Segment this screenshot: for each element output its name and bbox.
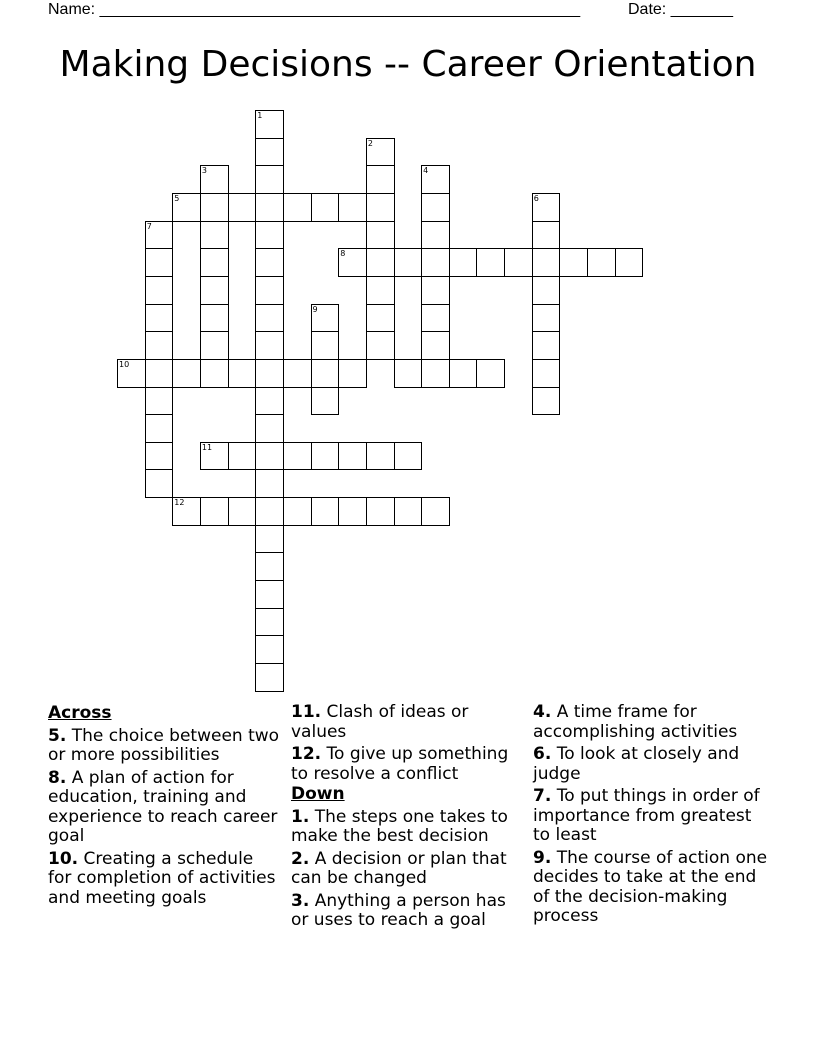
clue-text: The steps one takes to make the best decision <box>291 806 508 846</box>
clue-across-5 <box>48 727 280 766</box>
clue-across-11 <box>291 703 527 742</box>
crossword-cell[interactable] <box>421 165 450 194</box>
clue-down-2 <box>291 850 527 889</box>
crossword-cell[interactable] <box>228 497 257 526</box>
crossword-cell[interactable] <box>421 193 450 222</box>
crossword-cell[interactable] <box>532 387 561 416</box>
crossword-cell[interactable] <box>255 331 284 360</box>
crossword-cell[interactable] <box>255 663 284 692</box>
clue-number: 6. <box>533 744 552 764</box>
crossword-cell[interactable] <box>311 304 340 333</box>
crossword-cell[interactable] <box>587 248 616 277</box>
cell-number: 3 <box>201 166 207 176</box>
crossword-cell[interactable] <box>615 248 644 277</box>
crossword-cell[interactable] <box>366 248 395 277</box>
crossword-cell[interactable] <box>366 304 395 333</box>
clue-number: 5. <box>48 725 67 746</box>
crossword-cell[interactable] <box>532 248 561 277</box>
name-field[interactable]: Name: ______________________________________________________ <box>48 1 581 18</box>
crossword-cell[interactable] <box>532 221 561 250</box>
date-field[interactable]: Date: _______ <box>628 1 733 18</box>
crossword-cell[interactable] <box>255 580 284 609</box>
clue-text: The choice between two or more possibilities <box>48 725 280 765</box>
crossword-cell[interactable] <box>449 359 478 388</box>
crossword-cell[interactable] <box>255 525 284 554</box>
clue-text: The course of action one decides to take at the end of the decision-making process <box>533 847 768 926</box>
clues-column-1 <box>48 703 280 908</box>
crossword-cell[interactable] <box>255 497 284 526</box>
crossword-cell[interactable] <box>145 276 174 305</box>
crossword-cell[interactable] <box>200 442 229 471</box>
crossword-cell[interactable] <box>366 442 395 471</box>
crossword-cell[interactable] <box>366 193 395 222</box>
clue-text: A time frame for accomplishing activities <box>533 702 738 742</box>
cell-number: 12 <box>174 498 185 508</box>
clue-down-9 <box>533 849 773 927</box>
crossword-cell[interactable] <box>421 497 450 526</box>
crossword-cell[interactable] <box>172 359 201 388</box>
crossword-cell[interactable] <box>255 221 284 250</box>
clue-number: 2. <box>291 848 310 869</box>
crossword-cell[interactable] <box>421 276 450 305</box>
clue-text: Anything a person has or uses to reach a goal <box>291 890 506 930</box>
crossword-cell[interactable] <box>172 497 201 526</box>
crossword-cell[interactable] <box>421 221 450 250</box>
clue-number: 9. <box>533 847 552 868</box>
clues-column-2 <box>291 703 527 931</box>
crossword-cell[interactable] <box>145 221 174 250</box>
clue-down-1 <box>291 808 527 847</box>
cell-number: 5 <box>174 193 180 203</box>
crossword-cell[interactable] <box>228 193 257 222</box>
page-title: Making Decisions -- Career Orientation <box>59 44 757 85</box>
crossword-cell[interactable] <box>421 304 450 333</box>
clue-across-12 <box>291 745 527 784</box>
crossword-cell[interactable] <box>255 110 284 139</box>
crossword-cell[interactable] <box>172 193 201 222</box>
cell-number: 4 <box>423 166 429 176</box>
clue-number: 4. <box>533 702 552 722</box>
crossword-cell[interactable] <box>366 165 395 194</box>
crossword-cell[interactable] <box>255 608 284 637</box>
cell-number: 6 <box>533 193 539 203</box>
clue-number: 1. <box>291 806 310 827</box>
crossword-cell[interactable] <box>200 165 229 194</box>
crossword-cell[interactable] <box>476 359 505 388</box>
crossword-cell[interactable] <box>366 331 395 360</box>
crossword-cell[interactable] <box>145 469 174 498</box>
crossword-cell[interactable] <box>338 359 367 388</box>
crossword-cell[interactable] <box>338 442 367 471</box>
crossword-cell[interactable] <box>145 387 174 416</box>
crossword-cell[interactable] <box>200 304 229 333</box>
clue-number: 10. <box>48 848 79 869</box>
crossword-cell[interactable] <box>532 276 561 305</box>
crossword-cell[interactable] <box>228 359 257 388</box>
crossword-cell[interactable] <box>394 497 423 526</box>
crossword-cell[interactable] <box>311 193 340 222</box>
crossword-cell[interactable] <box>338 248 367 277</box>
crossword-cell[interactable] <box>366 221 395 250</box>
clue-across-8 <box>48 769 280 847</box>
crossword-cell[interactable] <box>255 138 284 167</box>
clue-text: To look at closely and judge <box>533 744 740 784</box>
crossword-cell[interactable] <box>255 469 284 498</box>
crossword-cell[interactable] <box>145 359 174 388</box>
crossword-cell[interactable] <box>255 193 284 222</box>
crossword-cell[interactable] <box>394 248 423 277</box>
crossword-cell[interactable] <box>228 442 257 471</box>
clue-number: 11. <box>291 702 322 722</box>
crossword-cell[interactable] <box>504 248 533 277</box>
crossword-cell[interactable] <box>366 497 395 526</box>
clue-down-6 <box>533 745 773 784</box>
clue-text: A plan of action for education, training and experience to reach career goal <box>48 767 278 846</box>
cell-number: 9 <box>312 304 318 314</box>
crossword-cell[interactable] <box>311 331 340 360</box>
cell-number: 10 <box>119 359 130 369</box>
crossword-cell[interactable] <box>532 193 561 222</box>
crossword-cell[interactable] <box>255 165 284 194</box>
crossword-cell[interactable] <box>145 248 174 277</box>
crossword-cell[interactable] <box>394 442 423 471</box>
crossword-cell[interactable] <box>255 414 284 443</box>
across-heading: Across <box>48 703 112 723</box>
clue-number: 8. <box>48 767 67 788</box>
cell-number: 2 <box>367 138 373 148</box>
crossword-cell[interactable] <box>255 359 284 388</box>
crossword-cell[interactable] <box>200 359 229 388</box>
crossword-cell[interactable] <box>311 387 340 416</box>
crossword-cell[interactable] <box>200 193 229 222</box>
cell-number: 8 <box>340 249 346 259</box>
crossword-cell[interactable] <box>532 331 561 360</box>
crossword-cell[interactable] <box>283 359 312 388</box>
crossword-cell[interactable] <box>283 442 312 471</box>
crossword-cell[interactable] <box>338 193 367 222</box>
crossword-cell[interactable] <box>145 414 174 443</box>
crossword-cell[interactable] <box>145 442 174 471</box>
crossword-cell[interactable] <box>255 387 284 416</box>
crossword-cell[interactable] <box>145 331 174 360</box>
crossword-cell[interactable] <box>532 359 561 388</box>
crossword-cell[interactable] <box>200 497 229 526</box>
crossword-cell[interactable] <box>421 331 450 360</box>
cell-number: 1 <box>257 111 263 120</box>
crossword-cell[interactable] <box>449 248 478 277</box>
clue-text: To put things in order of importance from greatest to least <box>533 786 760 845</box>
crossword-cell[interactable] <box>200 221 229 250</box>
crossword-cell[interactable] <box>559 248 588 277</box>
crossword-cell[interactable] <box>255 635 284 664</box>
crossword-cell[interactable] <box>366 276 395 305</box>
crossword-cell[interactable] <box>255 248 284 277</box>
crossword-cell[interactable] <box>394 359 423 388</box>
clue-down-4 <box>533 703 773 742</box>
crossword-cell[interactable] <box>255 442 284 471</box>
clue-text: A decision or plan that can be changed <box>291 848 507 888</box>
down-heading: Down <box>291 784 345 804</box>
crossword-cell[interactable] <box>311 442 340 471</box>
crossword-cell[interactable] <box>117 359 146 388</box>
crossword-cell[interactable] <box>338 497 367 526</box>
crossword-cell[interactable] <box>283 193 312 222</box>
crossword-cell[interactable] <box>311 359 340 388</box>
clue-down-7 <box>533 787 773 846</box>
clue-across-10 <box>48 850 280 909</box>
clues-column-3 <box>533 703 773 927</box>
clue-text: To give up something to resolve a conflict <box>291 744 509 784</box>
crossword-cell[interactable] <box>200 276 229 305</box>
clue-number: 3. <box>291 890 310 911</box>
crossword-cell[interactable] <box>421 248 450 277</box>
clue-text: Creating a schedule for completion of activities and meeting goals <box>48 848 276 908</box>
crossword-cell[interactable] <box>255 276 284 305</box>
clue-down-3 <box>291 892 527 931</box>
crossword-cell[interactable] <box>421 359 450 388</box>
crossword-cell[interactable] <box>200 331 229 360</box>
cell-number: 7 <box>146 221 152 231</box>
crossword-cell[interactable] <box>283 497 312 526</box>
crossword-cell[interactable] <box>476 248 505 277</box>
clue-text: Clash of ideas or values <box>291 702 469 742</box>
clue-number: 7. <box>533 786 552 806</box>
clue-number: 12. <box>291 744 322 764</box>
crossword-cell[interactable] <box>532 304 561 333</box>
crossword-cell[interactable] <box>255 552 284 581</box>
crossword-cell[interactable] <box>311 497 340 526</box>
cell-number: 11 <box>201 442 213 452</box>
crossword-cell[interactable] <box>255 304 284 333</box>
crossword-cell[interactable] <box>366 138 395 167</box>
crossword-cell[interactable] <box>145 304 174 333</box>
crossword-cell[interactable] <box>200 248 229 277</box>
